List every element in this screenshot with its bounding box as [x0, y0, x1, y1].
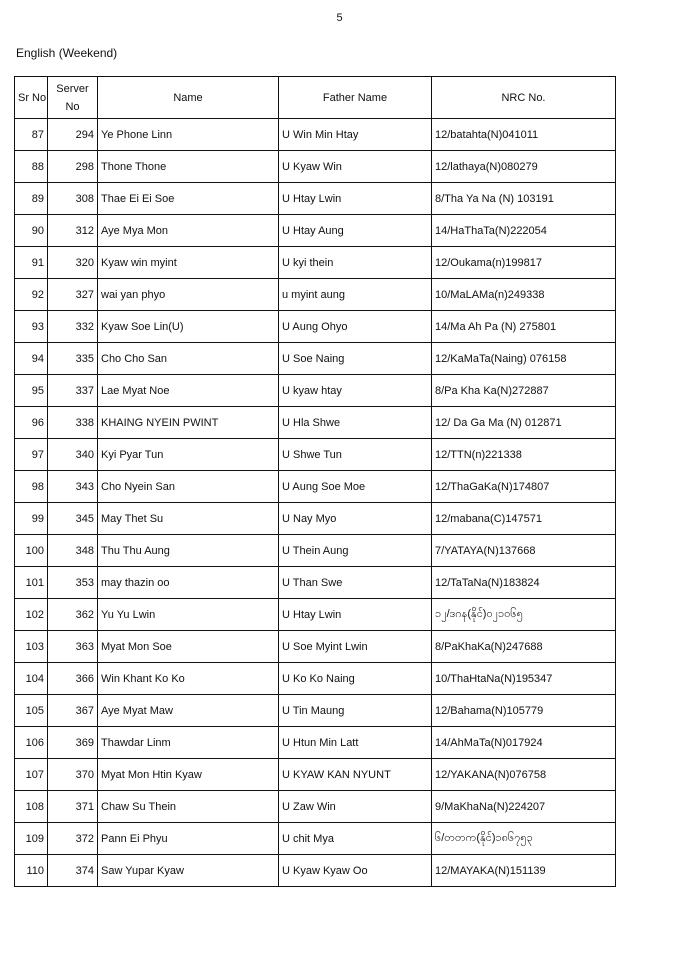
- table-row: [15, 343, 616, 375]
- cell-sr-no: 100: [15, 535, 48, 567]
- cell-nrc-no: 10/ThaHtaNa(N)195347: [432, 663, 616, 695]
- table-row: [15, 567, 616, 599]
- cell-server-no: 335: [48, 343, 98, 375]
- cell-sr-no: 97: [15, 439, 48, 471]
- table-body: [15, 119, 616, 887]
- cell-father-name: U Thein Aung: [279, 535, 432, 567]
- table-row: [15, 215, 616, 247]
- cell-nrc-no: 12/ThaGaKa(N)174807: [432, 471, 616, 503]
- cell-server-no: 327: [48, 279, 98, 311]
- cell-father-name: U chit Mya: [279, 823, 432, 855]
- cell-nrc-no: 8/Tha Ya Na (N) 103191: [432, 183, 616, 215]
- cell-server-no: 348: [48, 535, 98, 567]
- cell-name: Ye Phone Linn: [98, 119, 279, 151]
- cell-sr-no: 107: [15, 759, 48, 791]
- table-header-row: [15, 77, 616, 119]
- cell-nrc-no: 12/KaMaTa(Naing) 076158: [432, 343, 616, 375]
- cell-name: Lae Myat Noe: [98, 375, 279, 407]
- cell-sr-no: 109: [15, 823, 48, 855]
- cell-name: Thae Ei Ei Soe: [98, 183, 279, 215]
- cell-father-name: U Htun Min Latt: [279, 727, 432, 759]
- table-row: [15, 599, 616, 631]
- table-row: [15, 535, 616, 567]
- cell-name: Kyaw win myint: [98, 247, 279, 279]
- cell-father-name: U kyaw htay: [279, 375, 432, 407]
- cell-sr-no: 95: [15, 375, 48, 407]
- roster-table: [14, 76, 616, 887]
- cell-name: Kyi Pyar Tun: [98, 439, 279, 471]
- cell-server-no: 345: [48, 503, 98, 535]
- cell-nrc-no: 7/YATAYA(N)137668: [432, 535, 616, 567]
- cell-server-no: 337: [48, 375, 98, 407]
- cell-name: Cho Cho San: [98, 343, 279, 375]
- cell-sr-no: 103: [15, 631, 48, 663]
- table-row: [15, 439, 616, 471]
- cell-server-no: 366: [48, 663, 98, 695]
- cell-server-no: 308: [48, 183, 98, 215]
- section-title: English (Weekend): [16, 46, 118, 60]
- cell-father-name: U kyi thein: [279, 247, 432, 279]
- cell-father-name: U Hla Shwe: [279, 407, 432, 439]
- cell-father-name: U Nay Myo: [279, 503, 432, 535]
- cell-server-no: 371: [48, 791, 98, 823]
- cell-father-name: U Htay Aung: [279, 215, 432, 247]
- cell-nrc-no: 14/Ma Ah Pa (N) 275801: [432, 311, 616, 343]
- cell-nrc-no: 12/batahta(N)041011: [432, 119, 616, 151]
- cell-sr-no: 106: [15, 727, 48, 759]
- cell-server-no: 332: [48, 311, 98, 343]
- cell-name: Kyaw Soe Lin(U): [98, 311, 279, 343]
- table-row: [15, 695, 616, 727]
- cell-name: Cho Nyein San: [98, 471, 279, 503]
- cell-father-name: U Kyaw Kyaw Oo: [279, 855, 432, 887]
- header-nrc-no: NRC No.: [432, 77, 616, 119]
- cell-sr-no: 104: [15, 663, 48, 695]
- table-row: [15, 311, 616, 343]
- table-row: [15, 823, 616, 855]
- cell-nrc-no: 9/MaKhaNa(N)224207: [432, 791, 616, 823]
- cell-nrc-no: 8/PaKhaKa(N)247688: [432, 631, 616, 663]
- cell-nrc-no: 12/Bahama(N)105779: [432, 695, 616, 727]
- cell-server-no: 367: [48, 695, 98, 727]
- cell-father-name: U Zaw Win: [279, 791, 432, 823]
- cell-nrc-no: 14/HaThaTa(N)222054: [432, 215, 616, 247]
- header-father-name: Father Name: [279, 77, 432, 119]
- cell-nrc-no: 14/AhMaTa(N)017924: [432, 727, 616, 759]
- cell-name: Myat Mon Htin Kyaw: [98, 759, 279, 791]
- cell-father-name: U Kyaw Win: [279, 151, 432, 183]
- cell-sr-no: 87: [15, 119, 48, 151]
- cell-sr-no: 90: [15, 215, 48, 247]
- table-row: [15, 503, 616, 535]
- cell-server-no: 370: [48, 759, 98, 791]
- cell-nrc-no: 12/ Da Ga Ma (N) 012871: [432, 407, 616, 439]
- cell-father-name: U Htay Lwin: [279, 599, 432, 631]
- cell-server-no: 312: [48, 215, 98, 247]
- cell-father-name: U Than Swe: [279, 567, 432, 599]
- cell-father-name: U KYAW KAN NYUNT: [279, 759, 432, 791]
- cell-server-no: 320: [48, 247, 98, 279]
- cell-server-no: 294: [48, 119, 98, 151]
- cell-name: wai yan phyo: [98, 279, 279, 311]
- cell-sr-no: 89: [15, 183, 48, 215]
- cell-sr-no: 102: [15, 599, 48, 631]
- cell-sr-no: 105: [15, 695, 48, 727]
- table-row: [15, 151, 616, 183]
- cell-name: Myat Mon Soe: [98, 631, 279, 663]
- header-sr-no: Sr No: [15, 77, 48, 119]
- table-row: [15, 375, 616, 407]
- cell-server-no: 374: [48, 855, 98, 887]
- cell-father-name: U Aung Ohyo: [279, 311, 432, 343]
- cell-sr-no: 101: [15, 567, 48, 599]
- cell-nrc-no: 12/TTN(n)221338: [432, 439, 616, 471]
- cell-name: Saw Yupar Kyaw: [98, 855, 279, 887]
- cell-sr-no: 96: [15, 407, 48, 439]
- cell-server-no: 362: [48, 599, 98, 631]
- table-row: [15, 183, 616, 215]
- header-server-no-line1: Server: [56, 82, 89, 95]
- cell-sr-no: 92: [15, 279, 48, 311]
- cell-sr-no: 98: [15, 471, 48, 503]
- cell-father-name: u myint aung: [279, 279, 432, 311]
- cell-father-name: U Htay Lwin: [279, 183, 432, 215]
- cell-sr-no: 108: [15, 791, 48, 823]
- cell-father-name: U Aung Soe Moe: [279, 471, 432, 503]
- cell-name: Aye Myat Maw: [98, 695, 279, 727]
- table-row: [15, 407, 616, 439]
- cell-name: Yu Yu Lwin: [98, 599, 279, 631]
- cell-name: Thawdar Linm: [98, 727, 279, 759]
- cell-father-name: U Win Min Htay: [279, 119, 432, 151]
- table-row: [15, 855, 616, 887]
- table-row: [15, 791, 616, 823]
- cell-server-no: 353: [48, 567, 98, 599]
- cell-nrc-no: 12/TaTaNa(N)183824: [432, 567, 616, 599]
- cell-nrc-no: 8/Pa Kha Ka(N)272887: [432, 375, 616, 407]
- cell-father-name: U Shwe Tun: [279, 439, 432, 471]
- table-row: [15, 279, 616, 311]
- cell-sr-no: 99: [15, 503, 48, 535]
- cell-server-no: 298: [48, 151, 98, 183]
- cell-server-no: 343: [48, 471, 98, 503]
- cell-sr-no: 110: [15, 855, 48, 887]
- table-row: [15, 631, 616, 663]
- cell-name: KHAING NYEIN PWINT: [98, 407, 279, 439]
- cell-name: Aye Mya Mon: [98, 215, 279, 247]
- cell-father-name: U Ko Ko Naing: [279, 663, 432, 695]
- cell-father-name: U Tin Maung: [279, 695, 432, 727]
- cell-nrc-no: 12/YAKANA(N)076758: [432, 759, 616, 791]
- cell-name: Win Khant Ko Ko: [98, 663, 279, 695]
- cell-name: Thu Thu Aung: [98, 535, 279, 567]
- cell-nrc-no: 12/Oukama(n)199817: [432, 247, 616, 279]
- header-server-no-line2: No: [65, 100, 80, 113]
- cell-nrc-no: 10/MaLAMa(n)249338: [432, 279, 616, 311]
- table-row: [15, 119, 616, 151]
- cell-server-no: 372: [48, 823, 98, 855]
- cell-server-no: 369: [48, 727, 98, 759]
- cell-name: Thone Thone: [98, 151, 279, 183]
- cell-sr-no: 91: [15, 247, 48, 279]
- cell-sr-no: 93: [15, 311, 48, 343]
- cell-name: Chaw Su Thein: [98, 791, 279, 823]
- cell-server-no: 338: [48, 407, 98, 439]
- table-row: [15, 663, 616, 695]
- cell-server-no: 340: [48, 439, 98, 471]
- cell-nrc-no: ၆/တတက(နိုင်)၁၈၆၇၅၃: [432, 823, 616, 855]
- cell-nrc-no: ၁၂/ဒဂန(နိုင်)၀၂၁၀၆၅: [432, 599, 616, 631]
- cell-nrc-no: 12/mabana(C)147571: [432, 503, 616, 535]
- cell-sr-no: 88: [15, 151, 48, 183]
- cell-father-name: U Soe Myint Lwin: [279, 631, 432, 663]
- table-row: [15, 727, 616, 759]
- cell-name: Pann Ei Phyu: [98, 823, 279, 855]
- cell-server-no: 363: [48, 631, 98, 663]
- cell-nrc-no: 12/MAYAKA(N)151139: [432, 855, 616, 887]
- header-name: Name: [98, 77, 279, 119]
- cell-name: May Thet Su: [98, 503, 279, 535]
- cell-name: may thazin oo: [98, 567, 279, 599]
- header-server-no: [48, 77, 98, 119]
- table-row: [15, 247, 616, 279]
- table-row: [15, 759, 616, 791]
- cell-nrc-no: 12/lathaya(N)080279: [432, 151, 616, 183]
- cell-father-name: U Soe Naing: [279, 343, 432, 375]
- table-row: [15, 471, 616, 503]
- cell-sr-no: 94: [15, 343, 48, 375]
- page-number: 5: [336, 12, 343, 24]
